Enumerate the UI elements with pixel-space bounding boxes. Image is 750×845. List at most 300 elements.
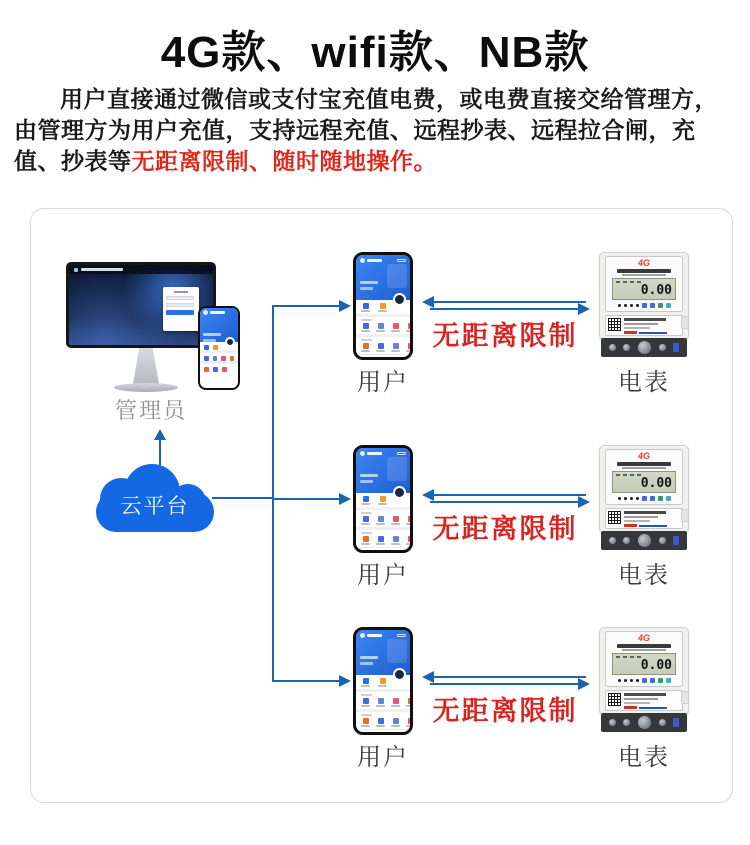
user-label: 用户: [357, 744, 409, 771]
app-icon: [393, 323, 399, 329]
double-arrow-line: [434, 494, 586, 496]
terminal-connector: [673, 536, 679, 545]
smart-meter: [599, 627, 689, 733]
brand-row: [624, 331, 680, 334]
nav-icon: [364, 357, 367, 360]
link-label: 无距离限制: [432, 696, 578, 726]
app-item: [376, 516, 385, 525]
app-icon: [363, 323, 369, 329]
meter-reading: 0.00: [640, 283, 672, 298]
decor-bar: [360, 287, 373, 290]
decor-bar: [203, 333, 221, 336]
brand-logo-red: [624, 524, 637, 527]
arrowhead-left-icon: [422, 296, 434, 308]
app-item: [378, 496, 387, 507]
app-icon: [380, 303, 386, 309]
app-item: [406, 698, 413, 707]
decor-bar: [360, 474, 378, 477]
brand-text-blue: [639, 332, 667, 334]
app-label-placeholder: [406, 523, 413, 525]
lcd-tick: [616, 281, 620, 283]
app-item: [378, 303, 387, 314]
app-label-placeholder: [361, 543, 370, 545]
app-label-placeholder: [376, 350, 385, 352]
qr-code-icon: [608, 693, 621, 706]
app-label-placeholder: [378, 503, 387, 505]
nameplate-text: [624, 511, 680, 526]
meter-key: [642, 678, 647, 683]
app-icon: [230, 356, 235, 361]
arrowhead-left-icon: [422, 671, 434, 683]
platform-logo-icon: [74, 268, 78, 272]
app-icon: [221, 356, 226, 361]
app-item: [361, 536, 370, 545]
app-item: [406, 516, 413, 525]
nameplate-line-placeholder: [624, 693, 666, 696]
intro-text: 用户直接通过微信或支付宝充值电费，或电费直接交给管理方，由管理方为用户充值，支持远程充值、远程抄表、远程拉合闸，充值、抄表等: [14, 86, 718, 174]
nameplate-line-placeholder: [624, 520, 650, 522]
app-icon: [378, 343, 384, 349]
phone-header: [356, 255, 410, 300]
meter-button: [636, 304, 639, 307]
page-title: 4G款、wifi款、NB款: [160, 28, 590, 77]
status-pill-icon: [397, 259, 406, 262]
app-label-placeholder: [376, 330, 385, 332]
nav-icon: [376, 732, 379, 735]
app-icon-row: [361, 323, 405, 332]
meter-key: [650, 496, 655, 501]
meter-lcd: [612, 653, 676, 675]
app-icon: [393, 536, 399, 542]
meter-terminal-block: [601, 713, 687, 732]
app-item: [406, 323, 413, 332]
app-item: [406, 536, 413, 545]
app-icon: [380, 496, 386, 502]
phone-header: [356, 448, 410, 493]
app-section: [356, 530, 410, 547]
decor-bar: [203, 339, 216, 342]
nav-icon: [399, 357, 402, 360]
meter-label: 电表: [618, 744, 670, 771]
lcd-tick: [630, 656, 634, 658]
lcd-tick: [630, 281, 634, 283]
app-item: [391, 516, 400, 525]
meter-model-text-placeholder: [617, 644, 671, 648]
app-item: [361, 496, 370, 507]
meter-face: [605, 449, 683, 505]
app-label-placeholder: [391, 705, 400, 707]
intro-highlight: 无距离限制、随时随地操作。: [131, 148, 437, 174]
nav-icon: [376, 550, 379, 553]
app-label-placeholder: [391, 543, 400, 545]
app-icon-row: [361, 536, 405, 545]
username-field: [166, 296, 194, 300]
lcd-indicators: [616, 281, 641, 283]
platform-title-placeholder: [81, 268, 123, 271]
terminal-screw: [623, 537, 630, 544]
app-label-placeholder: [361, 523, 370, 525]
app-item: [391, 343, 400, 352]
login-title-placeholder: [174, 291, 188, 293]
meter-button: [636, 679, 639, 682]
app-icon: [363, 536, 369, 542]
app-item: [406, 718, 413, 727]
nav-icon: [399, 550, 402, 553]
smart-meter: [599, 252, 689, 358]
app-item: [376, 718, 385, 727]
arrowhead-left-icon: [422, 489, 434, 501]
terminal-screw: [638, 534, 651, 547]
app-item: [376, 698, 385, 707]
meter-label: 电表: [618, 562, 670, 589]
decor-bar: [367, 452, 382, 455]
meter-reading: 0.00: [640, 658, 672, 673]
app-icon: [408, 516, 414, 522]
app-icon: [363, 496, 369, 502]
meter-button: [618, 679, 621, 682]
meter-subtext-placeholder: [622, 467, 666, 469]
header-illustration: [387, 639, 407, 663]
meter-nameplate: [605, 508, 683, 529]
app-item: [361, 718, 370, 727]
user-avatar-icon: [360, 258, 365, 263]
admin-phone: [198, 306, 240, 390]
meter-4g-badge: 4G: [637, 633, 650, 643]
login-panel: [163, 287, 199, 331]
meter-model-text-placeholder: [617, 269, 671, 273]
bottom-nav: [356, 547, 410, 553]
brand-logo-red: [624, 331, 637, 334]
app-icon: [408, 323, 414, 329]
user-avatar-icon: [360, 633, 365, 638]
nav-icon: [399, 732, 402, 735]
profile-avatar: [225, 337, 235, 347]
app-icon: [380, 678, 386, 684]
user-avatar-icon: [360, 451, 365, 456]
terminal-screw: [609, 537, 616, 544]
terminal-screw: [638, 341, 651, 354]
nav-icon: [364, 732, 367, 735]
meter-label: 电表: [618, 369, 670, 396]
app-icon: [204, 345, 209, 350]
brand-row: [624, 706, 680, 709]
header-illustration: [387, 264, 407, 288]
terminal-screw: [609, 719, 616, 726]
app-icon: [378, 698, 384, 704]
app-icon: [213, 345, 218, 350]
terminal-screw: [659, 537, 666, 544]
branch-line: [274, 680, 340, 682]
app-item: [361, 678, 370, 689]
app-icon-row: [361, 516, 405, 525]
meter-mount-tab: [681, 509, 689, 522]
app-section: [356, 692, 410, 709]
brand-text-blue: [639, 707, 667, 709]
meter-4g-badge: 4G: [637, 258, 650, 268]
profile-avatar: [393, 486, 406, 499]
app-section: [356, 712, 410, 729]
section-title-placeholder: [361, 319, 372, 321]
meter-key: [666, 678, 671, 683]
meter-mount-tab: [681, 691, 689, 704]
terminal-screw: [638, 716, 651, 729]
app-label-placeholder: [376, 705, 385, 707]
app-label-placeholder: [391, 330, 400, 332]
arrowhead-right-icon: [339, 675, 351, 687]
app-section: [356, 510, 410, 527]
meter-subtext-placeholder: [622, 649, 666, 651]
nameplate-line-placeholder: [624, 323, 658, 325]
app-icon: [378, 718, 384, 724]
app-item: [406, 343, 413, 352]
bottom-nav: [356, 729, 410, 735]
app-label-placeholder: [406, 725, 413, 727]
app-item: [361, 323, 370, 332]
meter-button: [636, 497, 639, 500]
lcd-tick: [623, 281, 627, 283]
decor-bar: [360, 662, 373, 665]
password-field: [166, 303, 194, 307]
lcd-tick: [630, 474, 634, 476]
section-title-placeholder: [361, 512, 372, 514]
double-arrow-line: [434, 301, 586, 303]
section-title-placeholder: [361, 694, 372, 696]
bottom-nav: [356, 354, 410, 360]
user-label: 用户: [357, 369, 409, 396]
app-item: [376, 536, 385, 545]
app-icon: [393, 718, 399, 724]
cloud-platform: [96, 464, 214, 532]
meter-mount-tab: [681, 316, 689, 329]
meter-reading: 0.00: [640, 476, 672, 491]
app-label-placeholder: [376, 543, 385, 545]
brand-text-blue: [639, 525, 667, 527]
status-pill-icon: [397, 634, 406, 637]
admin-label: 管理员: [114, 398, 187, 423]
meter-key: [658, 303, 663, 308]
meter-buttons: [606, 678, 682, 683]
meter-key: [658, 496, 663, 501]
section-title-placeholder: [361, 339, 372, 341]
lcd-indicators: [616, 656, 641, 658]
lcd-tick: [623, 474, 627, 476]
terminal-screw: [659, 719, 666, 726]
meter-key: [666, 496, 671, 501]
profile-avatar: [393, 293, 406, 306]
decor-bar: [367, 259, 382, 262]
nameplate-line-placeholder: [624, 318, 666, 321]
meter-button: [624, 497, 627, 500]
link-label: 无距离限制: [432, 514, 578, 544]
meter-lcd: [612, 278, 676, 300]
app-item: [391, 698, 400, 707]
lcd-tick: [616, 474, 620, 476]
app-icon: [363, 303, 369, 309]
app-icon: [408, 698, 414, 704]
app-icon: [363, 343, 369, 349]
meter-key: [658, 678, 663, 683]
smart-meter: [599, 445, 689, 551]
app-label-placeholder: [361, 705, 370, 707]
app-label-placeholder: [391, 350, 400, 352]
user-avatar-icon: [203, 310, 208, 315]
nav-icon: [387, 732, 390, 735]
app-icon: [378, 323, 384, 329]
app-icon: [213, 367, 218, 372]
app-icon: [213, 356, 218, 361]
app-item: [391, 718, 400, 727]
app-label-placeholder: [376, 725, 385, 727]
section-title-placeholder: [361, 714, 372, 716]
app-label-placeholder: [361, 725, 370, 727]
app-icon: [393, 516, 399, 522]
meter-key: [650, 303, 655, 308]
status-pill-icon: [397, 452, 406, 455]
app-icon: [204, 367, 209, 372]
branch-line: [274, 305, 340, 307]
lcd-indicators: [616, 474, 641, 476]
app-item: [361, 303, 370, 314]
double-arrow-line: [434, 676, 586, 678]
profile-avatar: [393, 668, 406, 681]
app-item: [391, 536, 400, 545]
meter-lcd: [612, 471, 676, 493]
meter-model-text-placeholder: [617, 462, 671, 466]
decor-bar: [210, 311, 225, 314]
section-title-placeholder: [361, 532, 372, 534]
app-icon: [363, 516, 369, 522]
meter-nameplate: [605, 315, 683, 336]
user-phone: [353, 445, 413, 553]
arrowhead-right-icon: [339, 300, 351, 312]
app-label-placeholder: [406, 330, 413, 332]
app-item: [376, 343, 385, 352]
brand-row: [624, 524, 680, 527]
nameplate-text: [624, 693, 680, 708]
app-icon: [222, 367, 227, 372]
nameplate-line-placeholder: [624, 702, 650, 704]
app-icon-row: [361, 343, 405, 352]
nameplate-text: [624, 318, 680, 333]
terminal-connector: [673, 343, 679, 352]
meter-face: [605, 256, 683, 312]
double-arrow-line: [430, 683, 580, 685]
app-label-placeholder: [378, 685, 387, 687]
app-icon: [408, 536, 414, 542]
app-item: [391, 323, 400, 332]
app-item: [361, 516, 370, 525]
nameplate-line-placeholder: [624, 698, 658, 700]
app-label-placeholder: [406, 705, 413, 707]
meter-button: [630, 679, 633, 682]
meter-face: [605, 631, 683, 687]
cloud-label: 云平台: [120, 495, 190, 518]
app-item: [376, 323, 385, 332]
app-icon: [363, 718, 369, 724]
terminal-screw: [659, 344, 666, 351]
nameplate-line-placeholder: [624, 511, 666, 514]
decor-bar: [360, 656, 378, 659]
app-icon-row: [361, 698, 405, 707]
nameplate-line-placeholder: [624, 516, 658, 518]
admin-phone-header: [200, 308, 238, 342]
app-section: [356, 317, 410, 334]
terminal-screw: [623, 344, 630, 351]
flow-row: [0, 627, 750, 772]
qr-code-icon: [608, 318, 621, 331]
link-label: 无距离限制: [432, 321, 578, 351]
app-label-placeholder: [361, 330, 370, 332]
meter-button: [630, 304, 633, 307]
app-icon: [393, 343, 399, 349]
meter-nameplate: [605, 690, 683, 711]
app-icon: [378, 516, 384, 522]
user-phone: [353, 252, 413, 360]
app-icon: [378, 536, 384, 542]
user-label: 用户: [357, 562, 409, 589]
app-icon: [363, 678, 369, 684]
terminal-connector: [673, 718, 679, 727]
user-phone: [353, 627, 413, 735]
header-illustration: [387, 457, 407, 481]
branch-line: [274, 498, 340, 500]
meter-key: [642, 303, 647, 308]
meter-key: [650, 678, 655, 683]
admin-monitor: [66, 262, 216, 348]
app-icon-row: [361, 718, 405, 727]
meter-buttons: [606, 303, 682, 308]
app-label-placeholder: [391, 523, 400, 525]
arrowhead-right-icon: [339, 493, 351, 505]
nav-icon: [387, 550, 390, 553]
decor-bar: [360, 480, 373, 483]
app-icon-row: [200, 364, 238, 372]
meter-button: [630, 497, 633, 500]
nameplate-line-placeholder: [624, 327, 650, 329]
terminal-screw: [623, 719, 630, 726]
decor-bar: [367, 634, 382, 637]
meter-button: [618, 304, 621, 307]
nav-icon: [387, 357, 390, 360]
app-label-placeholder: [406, 543, 413, 545]
meter-4g-badge: 4G: [637, 451, 650, 461]
app-label-placeholder: [361, 310, 370, 312]
app-label-placeholder: [361, 503, 370, 505]
app-icon: [408, 718, 414, 724]
nav-icon: [376, 357, 379, 360]
meter-button: [624, 679, 627, 682]
meter-button: [624, 304, 627, 307]
meter-terminal-block: [601, 338, 687, 357]
double-arrow-line: [430, 308, 580, 310]
app-icon: [363, 698, 369, 704]
app-section: [356, 337, 410, 354]
app-label-placeholder: [376, 523, 385, 525]
terminal-screw: [609, 344, 616, 351]
lcd-tick: [623, 656, 627, 658]
app-icon: [204, 356, 209, 361]
app-label-placeholder: [378, 310, 387, 312]
meter-buttons: [606, 496, 682, 501]
meter-subtext-placeholder: [622, 274, 666, 276]
app-item: [361, 698, 370, 707]
double-arrow-line: [430, 501, 580, 503]
decor-bar: [360, 281, 378, 284]
meter-key: [666, 303, 671, 308]
qr-code-icon: [608, 511, 621, 524]
app-item: [378, 678, 387, 689]
app-item: [361, 343, 370, 352]
